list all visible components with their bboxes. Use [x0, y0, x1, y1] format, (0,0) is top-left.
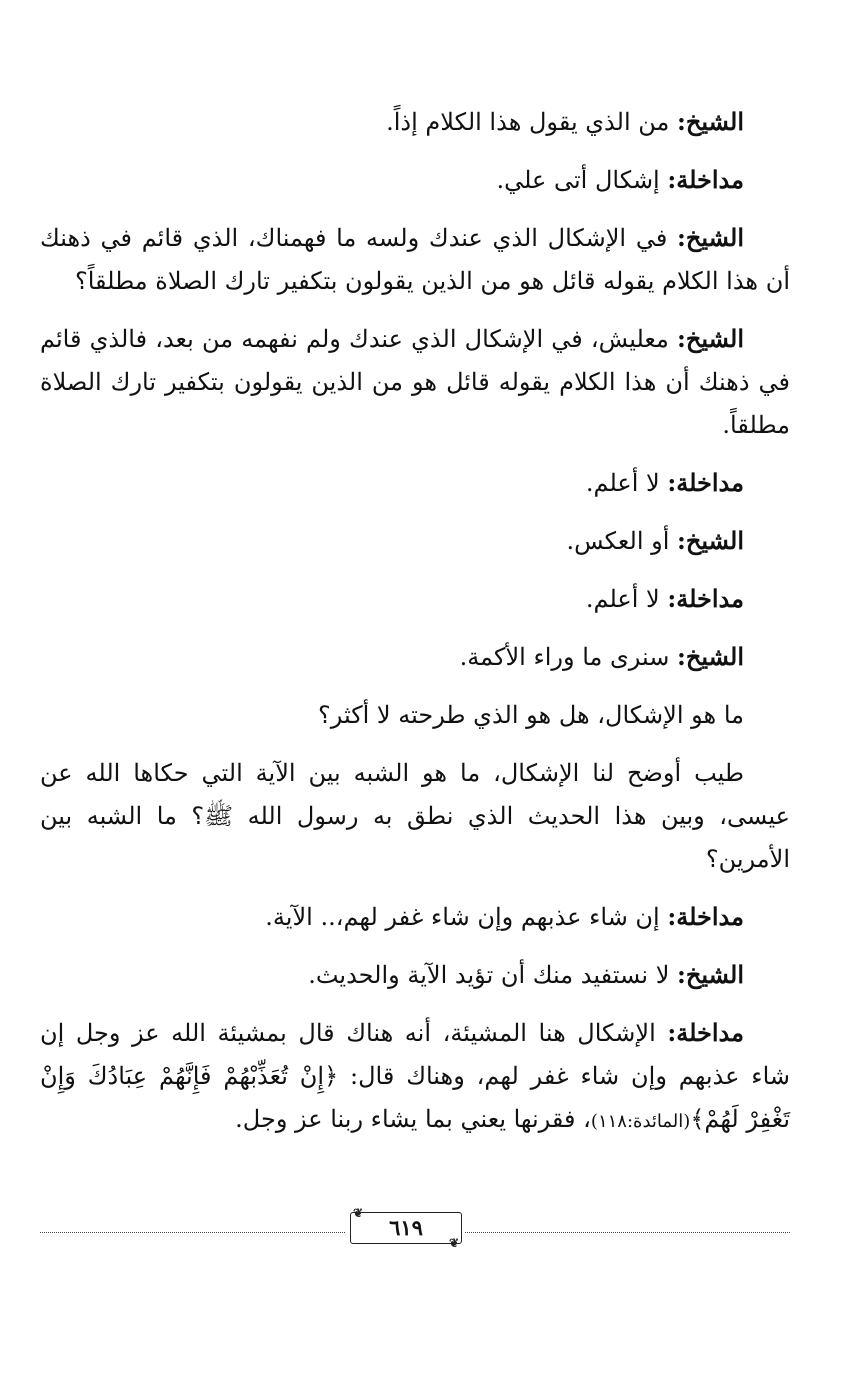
paragraph-6: [40, 519, 790, 563]
paragraph-text: الإشكال هنا المشيئة، أنه هناك قال بمشيئة الله عز وجل إن شاء عذبهم وإن شاء غفر لهم، وهناك قال:: [40, 1019, 790, 1090]
paragraph-5: [40, 461, 790, 505]
paragraph-11: [40, 895, 790, 939]
paragraph-text: معليش، في الإشكال الذي عندك ولم نفهمه من بعد، فالذي قائم في ذهنك أن هذا الكلام يقوله قائل هو من الذين يقولون بتكفير تارك الصلاة مطلقاً.: [40, 325, 790, 439]
paragraph-2: [40, 158, 790, 202]
page-footer: [40, 1206, 790, 1252]
paragraph-text: لا أعلم.: [585, 469, 668, 497]
page-body: [40, 100, 790, 1157]
paragraph-text: سنرى ما وراء الأكمة.: [459, 643, 678, 671]
paragraph-text: ما هو الإشكال، هل هو الذي طرحته لا أكثر؟: [317, 701, 744, 729]
paragraph-text: إشكال أتى علي.: [496, 166, 668, 194]
speaker-label: مداخلة:: [667, 902, 744, 931]
paragraph-text: لا نستفيد منك أن تؤيد الآية والحديث.: [308, 961, 678, 989]
paragraph-8: [40, 635, 790, 679]
paragraph-12: [40, 953, 790, 997]
page-number: ٦١٩: [389, 1215, 423, 1240]
speaker-label: الشيخ:: [677, 526, 744, 555]
speaker-label: الشيخ:: [677, 642, 744, 671]
ornament-icon: ❦: [353, 1206, 364, 1220]
paragraph-text: ، فقرنها يعني بما يشاء ربنا عز وجل.: [235, 1105, 591, 1133]
paragraph-text: في الإشكال الذي عندك ولسه ما فهمناك، الذي قائم في ذهنك أن هذا الكلام يقوله قائل هو من الذين يقولون بتكفير تارك الصلاة مطلقاً؟: [40, 224, 790, 295]
paragraph-3: [40, 216, 790, 303]
speaker-label: الشيخ:: [677, 960, 744, 989]
paragraph-text: إن شاء عذبهم وإن شاء غفر لهم،.. الآية.: [265, 903, 668, 931]
speaker-label: الشيخ:: [677, 223, 744, 252]
quran-quote: ﴿إِنْ تُعَذِّبْهُمْ فَإِنَّهُمْ عِبَادُكَ وَإِنْ تَغْفِرْ لَهُمْ﴾: [40, 1062, 790, 1133]
paragraph-10: [40, 751, 790, 881]
ornament-icon: ❦: [448, 1236, 459, 1250]
speaker-label: مداخلة:: [667, 468, 744, 497]
paragraph-text: لا أعلم.: [585, 585, 668, 613]
paragraph-text: أو العكس.: [566, 527, 678, 555]
paragraph-7: [40, 577, 790, 621]
paragraph-13: [40, 1011, 790, 1143]
paragraph-9: [40, 693, 790, 737]
speaker-label: مداخلة:: [667, 584, 744, 613]
speaker-label: مداخلة:: [667, 165, 744, 194]
page-number-frame: [350, 1206, 462, 1250]
footer-divider-right: [465, 1232, 790, 1233]
paragraph-4: [40, 317, 790, 447]
paragraph-text: طيب أوضح لنا الإشكال، ما هو الشبه بين الآية التي حكاها الله عن عيسى، وبين هذا الحديث الذي نطق به رسول الله ﷺ؟ ما الشبه بين الأمرين؟: [40, 759, 790, 873]
quran-reference: (المائدة:١١٨): [590, 1111, 691, 1132]
speaker-label: الشيخ:: [677, 324, 744, 353]
footer-divider-left: [40, 1232, 345, 1233]
paragraph-text: من الذي يقول هذا الكلام إذاً.: [386, 108, 678, 136]
speaker-label: مداخلة:: [667, 1018, 744, 1047]
speaker-label: الشيخ:: [677, 107, 744, 136]
paragraph-1: [40, 100, 790, 144]
